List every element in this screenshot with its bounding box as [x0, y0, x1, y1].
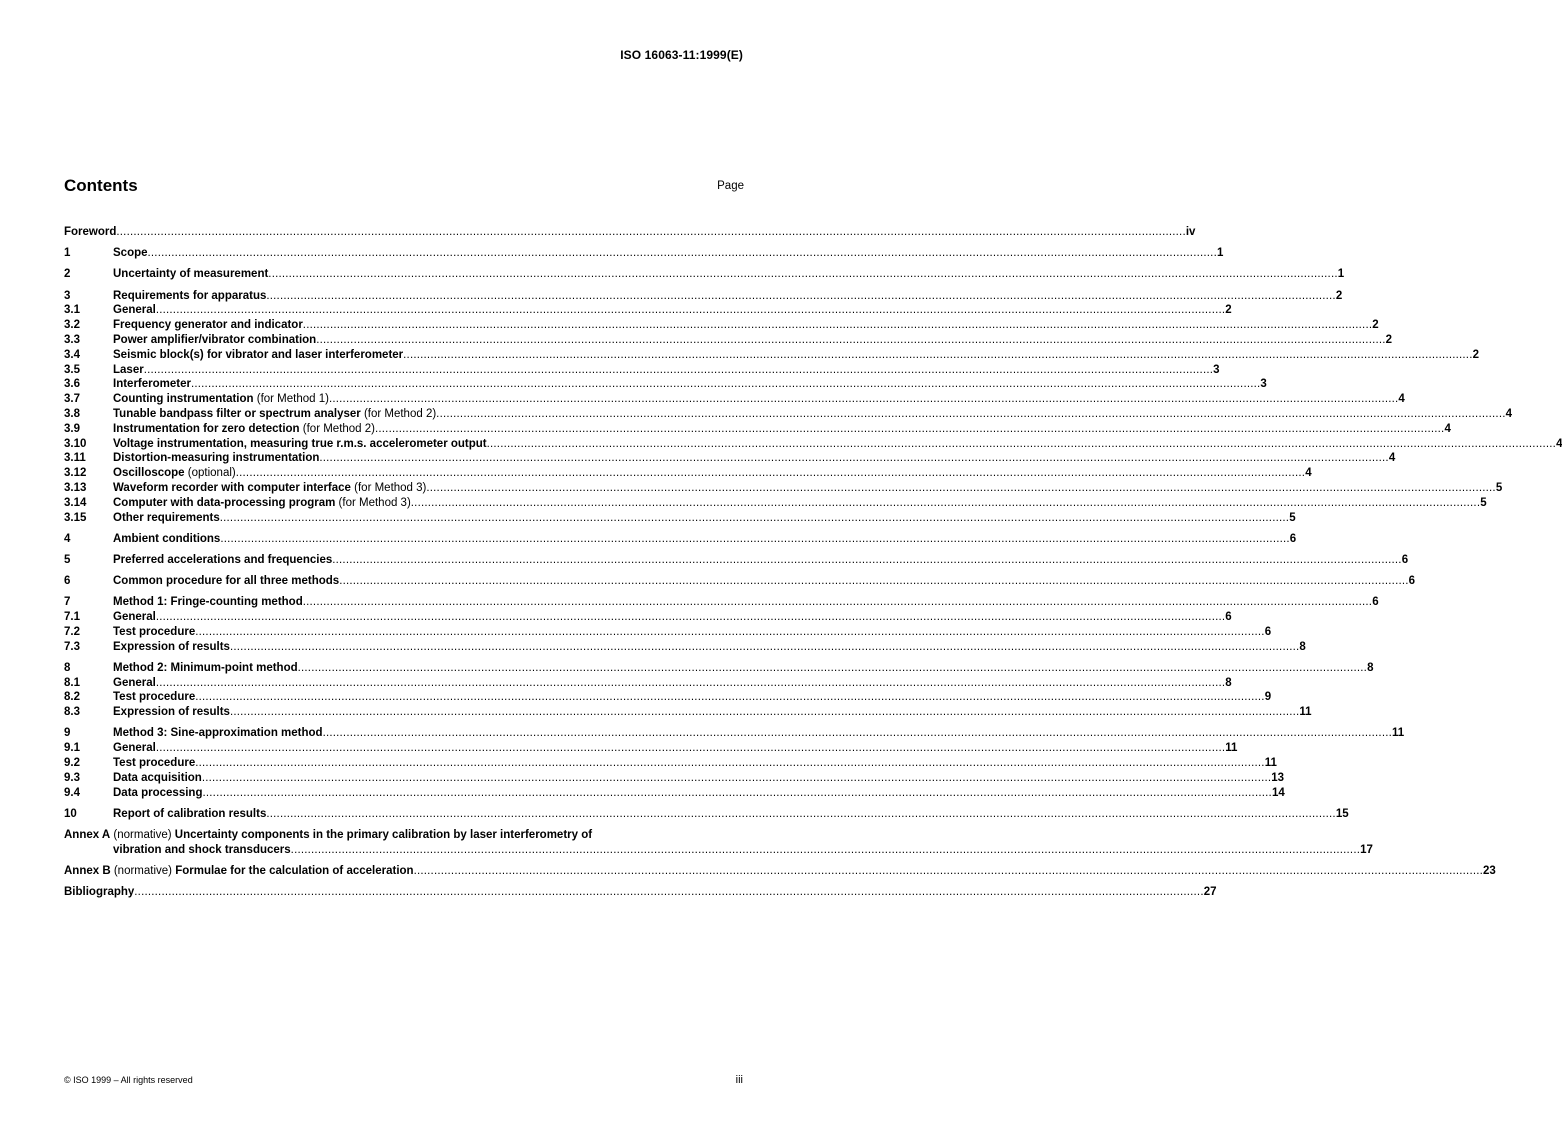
toc-entry[interactable]: [64, 246, 1224, 261]
toc-entry-text: [113, 625, 195, 640]
toc-entry-page: 1: [1337, 268, 1345, 281]
toc-entry-text: [113, 705, 230, 720]
dot-leader: [339, 574, 1408, 589]
toc-entry[interactable]: [64, 771, 1285, 786]
toc-entry-page: 9: [1264, 691, 1272, 704]
toc-entry-number: 3.5: [64, 363, 80, 376]
toc-entry-number: 8.1: [64, 676, 80, 689]
toc-entry-title: Preferred accelerations and frequencies: [113, 553, 333, 566]
dot-leader: [156, 676, 1225, 691]
toc-entry-text: [113, 771, 202, 786]
toc-entry-number: 3.2: [64, 319, 80, 332]
toc-entry[interactable]: [64, 595, 1379, 610]
toc-entry-title: Other requirements: [113, 511, 220, 524]
toc-entry-annex-b[interactable]: [64, 864, 1496, 879]
dot-leader: [426, 481, 1495, 496]
toc-entry-note: (for Method 2): [299, 422, 375, 435]
toc-entry-text: [113, 756, 195, 771]
toc-entry-page: 4: [1388, 452, 1396, 465]
toc-entry-number: 3.6: [64, 378, 80, 391]
toc-entry-text: [113, 318, 303, 333]
toc-entry[interactable]: [64, 574, 1416, 589]
toc-entry-title: Power amplifier/vibrator combination: [113, 333, 317, 346]
dot-leader: [319, 451, 1388, 466]
toc-entry[interactable]: [64, 756, 1277, 771]
toc-entry[interactable]: [64, 392, 1405, 407]
dot-leader: [411, 496, 1480, 511]
dot-leader: [195, 756, 1264, 771]
toc-entry-title: Tunable bandpass filter or spectrum analyser: [113, 407, 361, 420]
toc-entry-page: 5: [1495, 481, 1503, 494]
dot-leader: [230, 705, 1299, 720]
dot-leader: [220, 532, 1289, 547]
toc-entry-text: [113, 807, 266, 822]
toc-entry-page: 4: [1305, 467, 1312, 480]
toc-entry-page: 2: [1225, 304, 1232, 317]
toc-entry-text: [113, 595, 303, 610]
page-number: iii: [735, 1074, 743, 1086]
toc-entry-text: [113, 267, 268, 282]
dot-leader: [195, 690, 1264, 705]
toc-entry[interactable]: [64, 676, 1232, 691]
toc-entry-page: 6: [1408, 575, 1416, 588]
toc-entry-page: 5: [1289, 511, 1296, 524]
bibliography-title: Bibliography: [64, 886, 135, 899]
copyright-notice: © ISO 1999 – All rights reserved: [64, 1075, 193, 1085]
toc-entry[interactable]: [64, 511, 1296, 526]
toc-entry-note: (for Method 3): [350, 481, 427, 494]
toc-entry-title: Waveform recorder with computer interface: [113, 481, 351, 494]
toc-entry-number: 9.4: [64, 786, 80, 799]
dot-leader: [144, 363, 1213, 378]
toc-entry-number: 9: [64, 727, 71, 740]
toc-entry-page: 3: [1260, 378, 1267, 391]
toc-entry-text: [113, 496, 411, 511]
dot-leader: [323, 726, 1392, 741]
toc-entry[interactable]: [64, 303, 1232, 318]
dot-leader: [291, 843, 1360, 858]
dot-leader: [156, 303, 1225, 318]
toc-entry-text: [113, 451, 319, 466]
toc-entry-text: [113, 511, 220, 526]
toc-entry-title: Method 3: Sine-approximation method: [113, 727, 323, 740]
toc-entry-page: 2: [1372, 319, 1379, 332]
annex-a-title-line1: Uncertainty components in the primary calibration by laser interferometry of: [174, 828, 593, 841]
dot-leader: [375, 422, 1444, 437]
toc-entry-text: [113, 553, 332, 568]
toc-entry[interactable]: [64, 807, 1349, 822]
table-of-contents: [64, 225, 1562, 900]
toc-entry-bibliography[interactable]: [64, 885, 1217, 900]
dot-leader: [329, 392, 1398, 407]
toc-entry-annex-a[interactable]: [64, 828, 1373, 858]
toc-entry-title: General: [113, 611, 156, 624]
toc-entry-page: 6: [1264, 625, 1272, 638]
toc-entry-number: 7: [64, 596, 71, 609]
toc-entry[interactable]: [64, 225, 1196, 240]
toc-entry-text: [113, 303, 156, 318]
dot-leader: [414, 864, 1483, 879]
toc-entry-title: Expression of results: [113, 706, 230, 719]
toc-entry-page: 3: [1213, 363, 1220, 376]
toc-entry-number: 2: [64, 268, 71, 281]
toc-entry-text: [113, 741, 156, 756]
toc-entry-title: Seismic block(s) for vibrator and laser interferometer: [113, 348, 404, 361]
toc-entry-page: 11: [1392, 727, 1405, 740]
dot-leader: [436, 407, 1505, 422]
annex-a-page: 17: [1360, 843, 1373, 856]
dot-leader: [303, 318, 1372, 333]
dot-leader: [298, 661, 1367, 676]
toc-entry-title: Foreword: [64, 226, 117, 238]
toc-entry-text: [113, 407, 436, 422]
toc-entry-note: (for Method 2): [360, 407, 437, 420]
toc-entry-number: 3.1: [64, 304, 80, 317]
toc-entry-page: 13: [1271, 771, 1285, 784]
contents-heading-row: [64, 176, 744, 198]
toc-entry[interactable]: [64, 348, 1480, 363]
toc-entry-text: [113, 392, 329, 407]
page-title: Contents: [64, 176, 138, 195]
annex-b-page: 23: [1483, 864, 1496, 877]
document-id: ISO 16063-11:1999(E): [620, 48, 743, 62]
toc-entry[interactable]: [64, 466, 1312, 481]
toc-entry-page: 8: [1367, 661, 1374, 674]
dot-leader: [303, 595, 1372, 610]
toc-entry-number: 3.11: [64, 452, 86, 465]
toc-entry-number: 3.13: [64, 481, 87, 494]
toc-entry-text: [113, 786, 202, 801]
toc-entry-note: (optional): [184, 467, 236, 480]
dot-leader: [202, 786, 1271, 801]
toc-entry[interactable]: [64, 705, 1312, 720]
toc-entry-title: Instrumentation for zero detection: [113, 422, 300, 435]
toc-entry[interactable]: [64, 786, 1285, 801]
toc-entry-page: 8: [1225, 676, 1232, 689]
toc-entry-number: 9.2: [64, 757, 80, 770]
toc-entry[interactable]: [64, 625, 1272, 640]
toc-entry-text: [113, 466, 236, 481]
toc-entry[interactable]: [64, 363, 1220, 378]
toc-entry-title: Frequency generator and indicator: [113, 319, 303, 332]
toc-entry-text: [113, 690, 195, 705]
annex-b-text: [64, 864, 414, 879]
toc-entry-text: [113, 661, 298, 676]
toc-entry-text: [113, 574, 339, 589]
toc-entry-text: [64, 225, 116, 240]
toc-entry[interactable]: [64, 422, 1451, 437]
toc-entry[interactable]: [64, 610, 1232, 625]
toc-entry[interactable]: [64, 289, 1343, 304]
toc-entry[interactable]: [64, 481, 1503, 496]
toc-entry-title: Oscilloscope: [113, 467, 185, 480]
toc-entry-title: Distortion-measuring instrumentation: [113, 452, 320, 465]
toc-entry-page: 6: [1225, 611, 1232, 624]
toc-entry-title: Data processing: [113, 786, 203, 799]
dot-leader: [332, 553, 1401, 568]
toc-entry-page: 6: [1401, 553, 1409, 566]
toc-entry[interactable]: [64, 496, 1487, 511]
toc-entry-title: Common procedure for all three methods: [113, 575, 340, 588]
toc-entry-text: [113, 481, 426, 496]
dot-leader: [156, 610, 1225, 625]
toc-entry[interactable]: [64, 640, 1306, 655]
toc-entry-title: Test procedure: [113, 757, 196, 770]
toc-entry-number: 3.4: [64, 348, 80, 361]
dot-leader: [230, 640, 1299, 655]
dot-leader: [316, 333, 1385, 348]
toc-entry-number: 7.3: [64, 640, 80, 653]
toc-entry-page: 14: [1271, 786, 1285, 799]
dot-leader: [116, 225, 1185, 240]
toc-entry-text: [113, 348, 403, 363]
toc-entry[interactable]: [64, 451, 1396, 466]
toc-entry[interactable]: [64, 741, 1238, 756]
toc-entry-text: [113, 437, 487, 452]
toc-entry-number: 9.3: [64, 771, 80, 784]
annex-a-prefix: Annex A: [64, 828, 111, 841]
toc-entry-note: (for Method 3): [335, 496, 411, 509]
toc-entry-text: [113, 377, 191, 392]
toc-entry-title: Method 2: Minimum-point method: [113, 661, 298, 674]
annex-b-title: Formulae for the calculation of acceleration: [175, 864, 414, 877]
toc-entry-page: 15: [1335, 807, 1349, 820]
toc-entry-title: Voltage instrumentation, measuring true r.m.s. accelerometer output: [113, 437, 487, 450]
toc-entry-number: 8: [64, 661, 71, 674]
toc-entry-title: General: [113, 304, 156, 317]
annex-b-normative: (normative): [110, 864, 176, 877]
toc-entry-number: 3.12: [64, 467, 87, 480]
dot-leader: [195, 625, 1264, 640]
toc-entry-number: 3.9: [64, 422, 80, 435]
toc-entry[interactable]: [64, 267, 1345, 282]
dot-leader: [266, 289, 1335, 304]
toc-entry[interactable]: [64, 690, 1272, 705]
toc-entry-note: (for Method 1): [253, 393, 329, 406]
dot-leader: [236, 466, 1305, 481]
toc-entry[interactable]: [64, 661, 1374, 676]
toc-entry-text: [113, 610, 156, 625]
toc-entry-page: 11: [1225, 742, 1238, 755]
annex-a-normative: (normative): [110, 828, 175, 841]
toc-entry-page: 5: [1480, 496, 1487, 509]
toc-entry-title: Test procedure: [113, 691, 196, 704]
toc-entry-page: 6: [1372, 596, 1379, 609]
toc-entry-title: Uncertainty of measurement: [113, 268, 269, 281]
toc-entry-page: 6: [1289, 532, 1297, 545]
toc-entry[interactable]: [64, 333, 1393, 348]
toc-entry-number: 8.2: [64, 691, 80, 704]
toc-entry-number: 3.7: [64, 393, 80, 406]
toc-entry-text: [113, 289, 266, 304]
toc-entry-number: 3.3: [64, 333, 80, 346]
dot-leader: [268, 267, 1337, 282]
toc-entry-page: iv: [1185, 226, 1196, 238]
toc-entry-number: 7.2: [64, 625, 80, 638]
dot-leader: [148, 246, 1217, 261]
toc-entry[interactable]: [64, 726, 1405, 741]
toc-entry-page: 4: [1505, 407, 1513, 420]
toc-entry-number: 3.14: [64, 496, 87, 509]
toc-entry-number: 9.1: [64, 742, 80, 755]
dot-leader: [403, 348, 1472, 363]
toc-entry-title: Computer with data-processing program: [113, 496, 336, 509]
toc-entry-number: 7.1: [64, 611, 80, 624]
dot-leader: [202, 771, 1271, 786]
toc-entry-text: [113, 363, 144, 378]
toc-entry-number: 8.3: [64, 706, 80, 719]
toc-entry-page: 11: [1299, 706, 1312, 719]
toc-entry-number: 1: [64, 247, 71, 260]
toc-entry-title: Scope: [113, 247, 148, 260]
toc-entry[interactable]: [64, 377, 1267, 392]
toc-entry-number: 3.8: [64, 407, 80, 420]
dot-leader: [266, 807, 1335, 822]
toc-entry-title: Method 1: Fringe-counting method: [113, 596, 303, 609]
toc-entry-title: Data acquisition: [113, 771, 202, 784]
toc-entry-page: 11: [1264, 757, 1277, 770]
toc-entry[interactable]: [64, 318, 1379, 333]
toc-entry-title: Ambient conditions: [113, 532, 221, 545]
toc-entry-page: 4: [1444, 422, 1451, 435]
toc-entry-title: General: [113, 676, 156, 689]
toc-entry-title: General: [113, 742, 156, 755]
dot-leader: [134, 885, 1203, 900]
toc-entry-title: Report of calibration results: [113, 807, 267, 820]
toc-entry[interactable]: [64, 407, 1513, 422]
toc-entry[interactable]: [64, 532, 1297, 547]
toc-entry-text: [113, 333, 316, 348]
toc-entry-number: 3.15: [64, 511, 87, 524]
toc-entry-text: [113, 422, 375, 437]
toc-entry-text: [113, 726, 323, 741]
toc-entry-page: 4: [1398, 393, 1405, 406]
toc-entry-number: 5: [64, 553, 71, 566]
dot-leader: [487, 437, 1556, 452]
annex-a-title-line2: vibration and shock transducers: [113, 843, 291, 856]
toc-entry-title: Laser: [113, 363, 144, 376]
toc-entry-title: Counting instrumentation: [113, 393, 254, 406]
toc-entry-title: Requirements for apparatus: [113, 289, 267, 302]
toc-entry-number: 4: [64, 532, 71, 545]
bibliography-page: 27: [1203, 886, 1217, 899]
dot-leader: [191, 377, 1260, 392]
toc-entry-number: 3.10: [64, 437, 87, 450]
toc-entry-text: [113, 640, 230, 655]
toc-entry-page: 2: [1335, 289, 1343, 302]
toc-entry-page: 2: [1472, 348, 1480, 361]
toc-entry-number: 6: [64, 575, 71, 588]
toc-entry[interactable]: [64, 437, 1562, 452]
toc-entry-title: Test procedure: [113, 625, 196, 638]
toc-entry-number: 3: [64, 289, 71, 302]
toc-entry-number: 10: [64, 807, 77, 820]
toc-entry[interactable]: [64, 553, 1409, 568]
toc-entry-page: 1: [1216, 247, 1224, 260]
toc-entry-text: [113, 676, 156, 691]
toc-entry-text: [113, 532, 220, 547]
toc-entry-text: [113, 246, 148, 261]
toc-entry-title: Interferometer: [113, 378, 191, 391]
annex-b-prefix: Annex B: [64, 864, 111, 877]
toc-entry-title: Expression of results: [113, 640, 230, 653]
dot-leader: [156, 741, 1225, 756]
toc-entry-page: 8: [1299, 640, 1306, 653]
dot-leader: [220, 511, 1289, 526]
toc-entry-page: 2: [1385, 333, 1393, 346]
toc-entry-page: 4: [1556, 437, 1562, 450]
page-column-label: Page: [717, 180, 744, 192]
